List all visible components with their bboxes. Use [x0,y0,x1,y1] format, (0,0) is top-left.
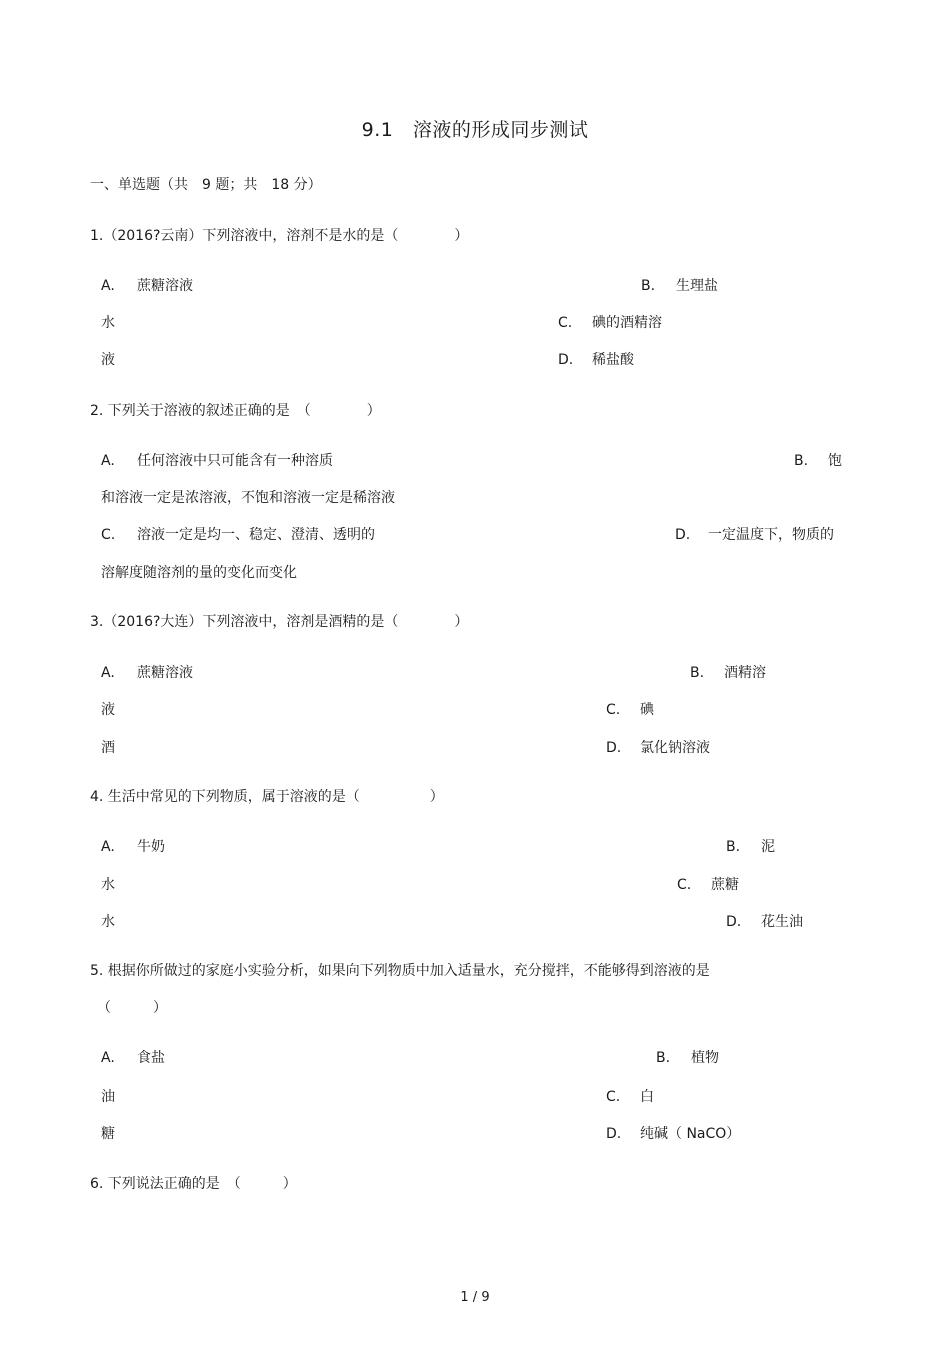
option-label: C. [558,315,573,331]
option-text: 食盐 [137,1050,165,1066]
option-text-wrap: 水 [101,315,115,331]
option-text-wrap: 水 [101,914,115,930]
option-text: 饱 [828,453,842,469]
option-label: D. [606,740,622,756]
option-label: D. [558,352,574,368]
option-text: 生理盐 [676,278,718,294]
option-label: A. [101,839,115,855]
question-stem-continued: （ ） [97,1000,167,1016]
option-text: 牛奶 [137,839,165,855]
option-label: B. [656,1050,671,1066]
option-text: 纯碱（ NaCO） [640,1126,741,1142]
option-label: A. [101,453,115,469]
option-label: B. [794,453,809,469]
option-text: 碘 [640,702,654,718]
page-title: 9.1 溶液的形成同步测试 [361,119,589,141]
option-label: C. [101,527,116,543]
option-text-wrap: 水 [101,877,115,893]
option-text: 氯化钠溶液 [640,740,710,756]
option-text: 蔗糖溶液 [137,665,193,681]
question-stem: 2. 下列关于溶液的叙述正确的是 （ ） [90,403,381,419]
option-text: 泥 [761,839,775,855]
question-stem: 3.（2016?大连）下列溶液中，溶剂是酒精的是（ ） [90,614,469,630]
option-text-wrap: 油 [101,1089,115,1105]
option-text: 蔗糖溶液 [137,278,193,294]
question-stem: 1.（2016?云南）下列溶液中，溶剂不是水的是（ ） [90,228,469,244]
option-text-wrap: 溶解度随溶剂的量的变化而变化 [101,565,297,581]
option-label: D. [606,1126,622,1142]
option-label: C. [606,1089,621,1105]
option-text-wrap: 液 [101,702,115,718]
option-text-wrap: 糖 [101,1126,115,1142]
question-stem: 5. 根据你所做过的家庭小实验分析，如果向下列物质中加入适量水，充分搅拌，不能够得到溶液的是 [90,963,710,979]
option-label: D. [726,914,742,930]
option-text: 碘的酒精溶 [592,315,662,331]
option-label: B. [641,278,656,294]
option-text: 白 [640,1089,654,1105]
option-label: A. [101,1050,115,1066]
option-label: A. [101,278,115,294]
option-text: 任何溶液中只可能含有一种溶质 [137,453,333,469]
option-label: B. [690,665,705,681]
option-text: 蔗糖 [711,877,739,893]
option-label: C. [606,702,621,718]
option-label: D. [675,527,691,543]
option-text-wrap: 液 [101,352,115,368]
option-text: 花生油 [761,914,803,930]
option-text: 植物 [691,1050,719,1066]
option-text: 稀盐酸 [592,352,634,368]
section-heading: 一、单选题（共 9 题；共 18 分） [90,177,322,193]
question-stem: 6. 下列说法正确的是 （ ） [90,1176,297,1192]
question-stem: 4. 生活中常见的下列物质，属于溶液的是（ ） [90,789,444,805]
option-label: B. [726,839,741,855]
page-number: 1 / 9 [460,1290,490,1305]
option-text: 一定温度下，物质的 [708,527,834,543]
option-label: C. [677,877,692,893]
option-text: 酒精溶 [724,665,766,681]
option-text-wrap: 和溶液一定是浓溶液，不饱和溶液一定是稀溶液 [101,490,395,506]
option-label: A. [101,665,115,681]
option-text-wrap: 酒 [101,740,115,756]
option-text: 溶液一定是均一、稳定、澄清、透明的 [137,527,375,543]
